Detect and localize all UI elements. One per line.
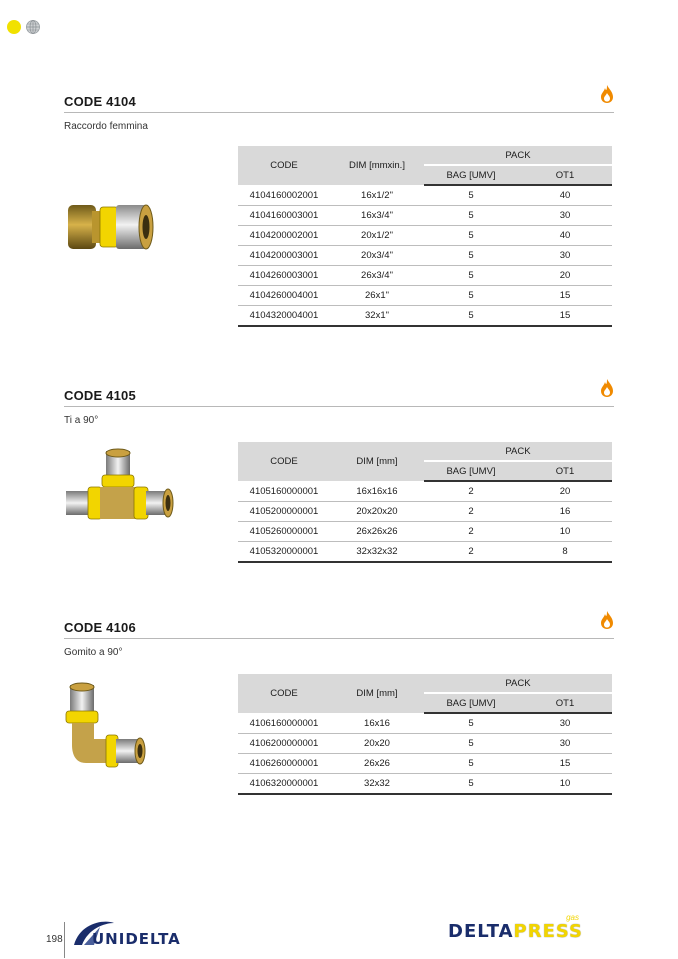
product-image-elbow — [64, 681, 174, 781]
table-row — [238, 206, 612, 226]
gas-mark: gas — [566, 913, 580, 922]
section-divider — [64, 638, 614, 639]
col-header-bag: BAG [UMV] — [424, 165, 518, 185]
table-cell: 32x32 — [330, 774, 424, 795]
table-cell: 4105260000001 — [238, 522, 330, 542]
table-cell: 15 — [518, 286, 612, 306]
table-cell: 20 — [518, 481, 612, 502]
table-cell: 20x20 — [330, 734, 424, 754]
table-cell: 32x1" — [330, 306, 424, 327]
table-cell: 30 — [518, 713, 612, 734]
table-cell: 8 — [518, 542, 612, 563]
table-cell: 4104160002001 — [238, 185, 330, 206]
table-cell: 15 — [518, 754, 612, 774]
table-cell: 16x16 — [330, 713, 424, 734]
table-cell: 2 — [424, 502, 518, 522]
page-number: 198 — [46, 934, 63, 945]
col-header-ot1: OT1 — [518, 693, 612, 713]
product-image-fitting — [64, 197, 174, 297]
table-row — [238, 713, 612, 734]
table-cell: 5 — [424, 185, 518, 206]
table-cell: 5 — [424, 306, 518, 327]
table-cell: 5 — [424, 754, 518, 774]
table-row — [238, 542, 612, 563]
deltapress-logo — [448, 913, 584, 943]
table-cell: 5 — [424, 713, 518, 734]
table-cell: 10 — [518, 774, 612, 795]
table-row — [238, 734, 612, 754]
table-cell: 16x1/2" — [330, 185, 424, 206]
col-header-dim: DIM [mmxin.] — [330, 146, 424, 185]
table-cell: 30 — [518, 246, 612, 266]
col-header-code: CODE — [238, 146, 330, 185]
table-cell: 4104200002001 — [238, 226, 330, 246]
table-row — [238, 502, 612, 522]
table-cell: 4104260004001 — [238, 286, 330, 306]
table-cell: 20x20x20 — [330, 502, 424, 522]
section-divider — [64, 112, 614, 113]
table-cell: 16 — [518, 502, 612, 522]
col-header-bag: BAG [UMV] — [424, 461, 518, 481]
table-row — [238, 185, 612, 206]
col-header-pack: PACK — [424, 442, 612, 461]
section-title: CODE 4105 — [64, 388, 136, 403]
col-header-ot1: OT1 — [518, 165, 612, 185]
spec-table — [238, 674, 612, 795]
table-cell: 10 — [518, 522, 612, 542]
table-cell: 4105320000001 — [238, 542, 330, 563]
table-cell: 5 — [424, 226, 518, 246]
table-cell: 4105160000001 — [238, 481, 330, 502]
table-cell: 4104200003001 — [238, 246, 330, 266]
flame-icon — [600, 378, 614, 398]
unidelta-logo — [70, 917, 210, 949]
unidelta-wordmark: UNIDELTA — [92, 930, 181, 948]
table-cell: 5 — [424, 246, 518, 266]
table-cell: 26x1" — [330, 286, 424, 306]
table-cell: 5 — [424, 266, 518, 286]
table-cell: 4104320004001 — [238, 306, 330, 327]
table-cell: 20x3/4" — [330, 246, 424, 266]
table-cell: 26x3/4" — [330, 266, 424, 286]
col-header-pack: PACK — [424, 146, 612, 165]
table-cell: 26x26x26 — [330, 522, 424, 542]
table-row — [238, 246, 612, 266]
table-cell: 40 — [518, 185, 612, 206]
table-row — [238, 306, 612, 327]
table-cell: 5 — [424, 734, 518, 754]
col-header-bag: BAG [UMV] — [424, 693, 518, 713]
section-subtitle: Raccordo femmina — [64, 121, 148, 132]
table-cell: 2 — [424, 522, 518, 542]
table-cell: 16x3/4" — [330, 206, 424, 226]
section-subtitle: Gomito a 90° — [64, 647, 123, 658]
col-header-ot1: OT1 — [518, 461, 612, 481]
deltapress-wordmark-delta: DELTA — [448, 921, 514, 942]
table-cell: 20x1/2" — [330, 226, 424, 246]
table-cell: 2 — [424, 542, 518, 563]
globe-icon — [26, 20, 40, 34]
table-cell: 4104160003001 — [238, 206, 330, 226]
table-row — [238, 266, 612, 286]
table-cell: 4106160000001 — [238, 713, 330, 734]
section-code-4106 — [64, 619, 614, 789]
table-cell: 5 — [424, 206, 518, 226]
footer-divider — [64, 922, 65, 958]
col-header-code: CODE — [238, 674, 330, 713]
table-row — [238, 522, 612, 542]
flame-icon — [600, 610, 614, 630]
section-divider — [64, 406, 614, 407]
table-cell: 16x16x16 — [330, 481, 424, 502]
product-image-tee — [64, 447, 174, 547]
col-header-pack: PACK — [424, 674, 612, 693]
col-header-dim: DIM [mm] — [330, 442, 424, 481]
table-cell: 26x26 — [330, 754, 424, 774]
section-code-4105 — [64, 387, 614, 557]
table-row — [238, 286, 612, 306]
table-cell: 4106320000001 — [238, 774, 330, 795]
table-cell: 4104260003001 — [238, 266, 330, 286]
table-row — [238, 774, 612, 795]
table-cell: 40 — [518, 226, 612, 246]
table-cell: 15 — [518, 306, 612, 327]
table-cell: 5 — [424, 774, 518, 795]
section-title: CODE 4106 — [64, 620, 136, 635]
table-cell: 2 — [424, 481, 518, 502]
spec-table — [238, 442, 612, 563]
table-cell: 4105200000001 — [238, 502, 330, 522]
table-cell: 4106200000001 — [238, 734, 330, 754]
flame-icon — [600, 84, 614, 104]
col-header-dim: DIM [mm] — [330, 674, 424, 713]
table-cell: 32x32x32 — [330, 542, 424, 563]
table-cell: 30 — [518, 734, 612, 754]
section-subtitle: Ti a 90° — [64, 415, 99, 426]
deltapress-wordmark-press: PRESS — [513, 921, 584, 942]
section-title: CODE 4104 — [64, 94, 136, 109]
table-cell: 20 — [518, 266, 612, 286]
table-cell: 4106260000001 — [238, 754, 330, 774]
yellow-dot-icon — [7, 20, 21, 34]
table-row — [238, 481, 612, 502]
spec-table — [238, 146, 612, 327]
section-code-4104 — [64, 93, 614, 321]
table-row — [238, 754, 612, 774]
table-row — [238, 226, 612, 246]
col-header-code: CODE — [238, 442, 330, 481]
table-cell: 5 — [424, 286, 518, 306]
table-cell: 30 — [518, 206, 612, 226]
